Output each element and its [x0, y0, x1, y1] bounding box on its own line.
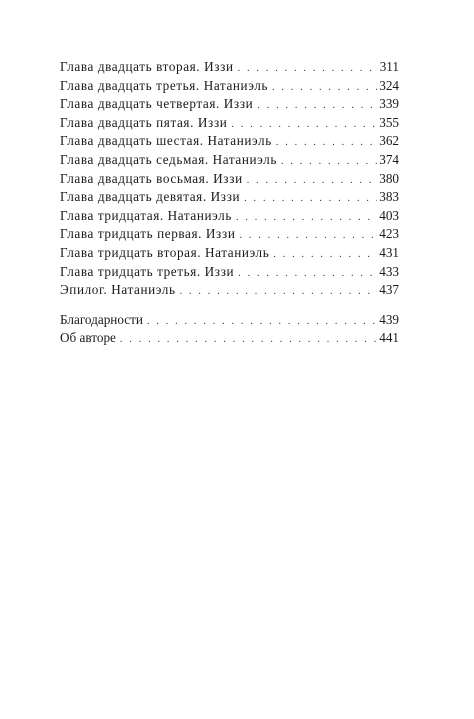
toc-entry [60, 329, 399, 348]
dot-leader [276, 134, 377, 153]
toc-entry [60, 58, 399, 77]
toc-entry [60, 77, 399, 96]
toc-entry [60, 95, 399, 114]
chapter-list [60, 58, 399, 300]
toc-entry-title: Эпилог. Натаниэль [60, 282, 176, 298]
toc-entry [60, 114, 399, 133]
toc-entry [60, 311, 399, 330]
dot-leader [273, 246, 377, 265]
toc-entry [60, 263, 399, 282]
toc-entry-title: Глава двадцать шестая. Натаниэль [60, 133, 272, 149]
toc-entry [60, 132, 399, 151]
toc-entry-page: 374 [379, 151, 399, 167]
toc-entry-page: 433 [379, 263, 399, 279]
dot-leader [236, 209, 377, 228]
toc-entry-page: 355 [379, 114, 399, 130]
toc-entry-page: 311 [379, 59, 399, 74]
toc-entry [60, 188, 399, 207]
toc-entry [60, 170, 399, 189]
toc-entry-title: Глава тридцать вторая. Натаниэль [60, 244, 270, 260]
toc-entry-page: 437 [379, 282, 399, 298]
back-matter-list [60, 311, 399, 348]
table-of-contents [60, 58, 399, 348]
toc-entry-page: 380 [379, 170, 399, 186]
dot-leader [180, 283, 378, 302]
toc-entry-page: 439 [379, 311, 399, 327]
toc-entry-page: 441 [379, 330, 399, 346]
toc-entry-title: Глава тридцать первая. Иззи [60, 226, 236, 242]
dot-leader [120, 331, 377, 350]
toc-entry-title: Глава двадцать пятая. Иззи [60, 114, 228, 130]
toc-entry-title: Глава двадцать восьмая. Иззи [60, 170, 243, 186]
toc-entry-title: Глава двадцать девятая. Иззи [60, 189, 241, 205]
toc-entry-page: 383 [379, 189, 399, 205]
dot-leader [272, 79, 377, 98]
dot-leader [257, 97, 377, 116]
dot-leader [147, 313, 377, 332]
toc-entry-title: Благодарности [60, 311, 143, 327]
toc-entry-title: Глава тридцатая. Натаниэль [60, 207, 232, 223]
toc-entry-page: 423 [379, 226, 399, 242]
toc-entry [60, 225, 399, 244]
dot-leader [247, 172, 377, 191]
dot-leader [281, 153, 377, 172]
toc-entry-page: 339 [379, 96, 399, 112]
toc-entry-page: 431 [379, 244, 399, 260]
toc-entry-page: 324 [379, 77, 399, 93]
dot-leader [238, 265, 377, 284]
toc-entry-title: Глава двадцать третья. Натаниэль [60, 77, 268, 93]
toc-entry [60, 244, 399, 263]
toc-entry [60, 207, 399, 226]
toc-entry-title: Об авторе [60, 330, 116, 346]
toc-entry-page: 362 [379, 133, 399, 149]
toc-entry [60, 281, 399, 300]
toc-entry-page: 403 [379, 207, 399, 223]
dot-leader [244, 190, 377, 209]
toc-entry [60, 151, 399, 170]
toc-entry-title: Глава двадцать четвертая. Иззи [60, 96, 254, 112]
toc-entry-title: Глава тридцать третья. Иззи [60, 263, 235, 279]
toc-entry-title: Глава двадцать вторая. Иззи [60, 59, 234, 74]
toc-entry-title: Глава двадцать седьмая. Натаниэль [60, 151, 277, 167]
